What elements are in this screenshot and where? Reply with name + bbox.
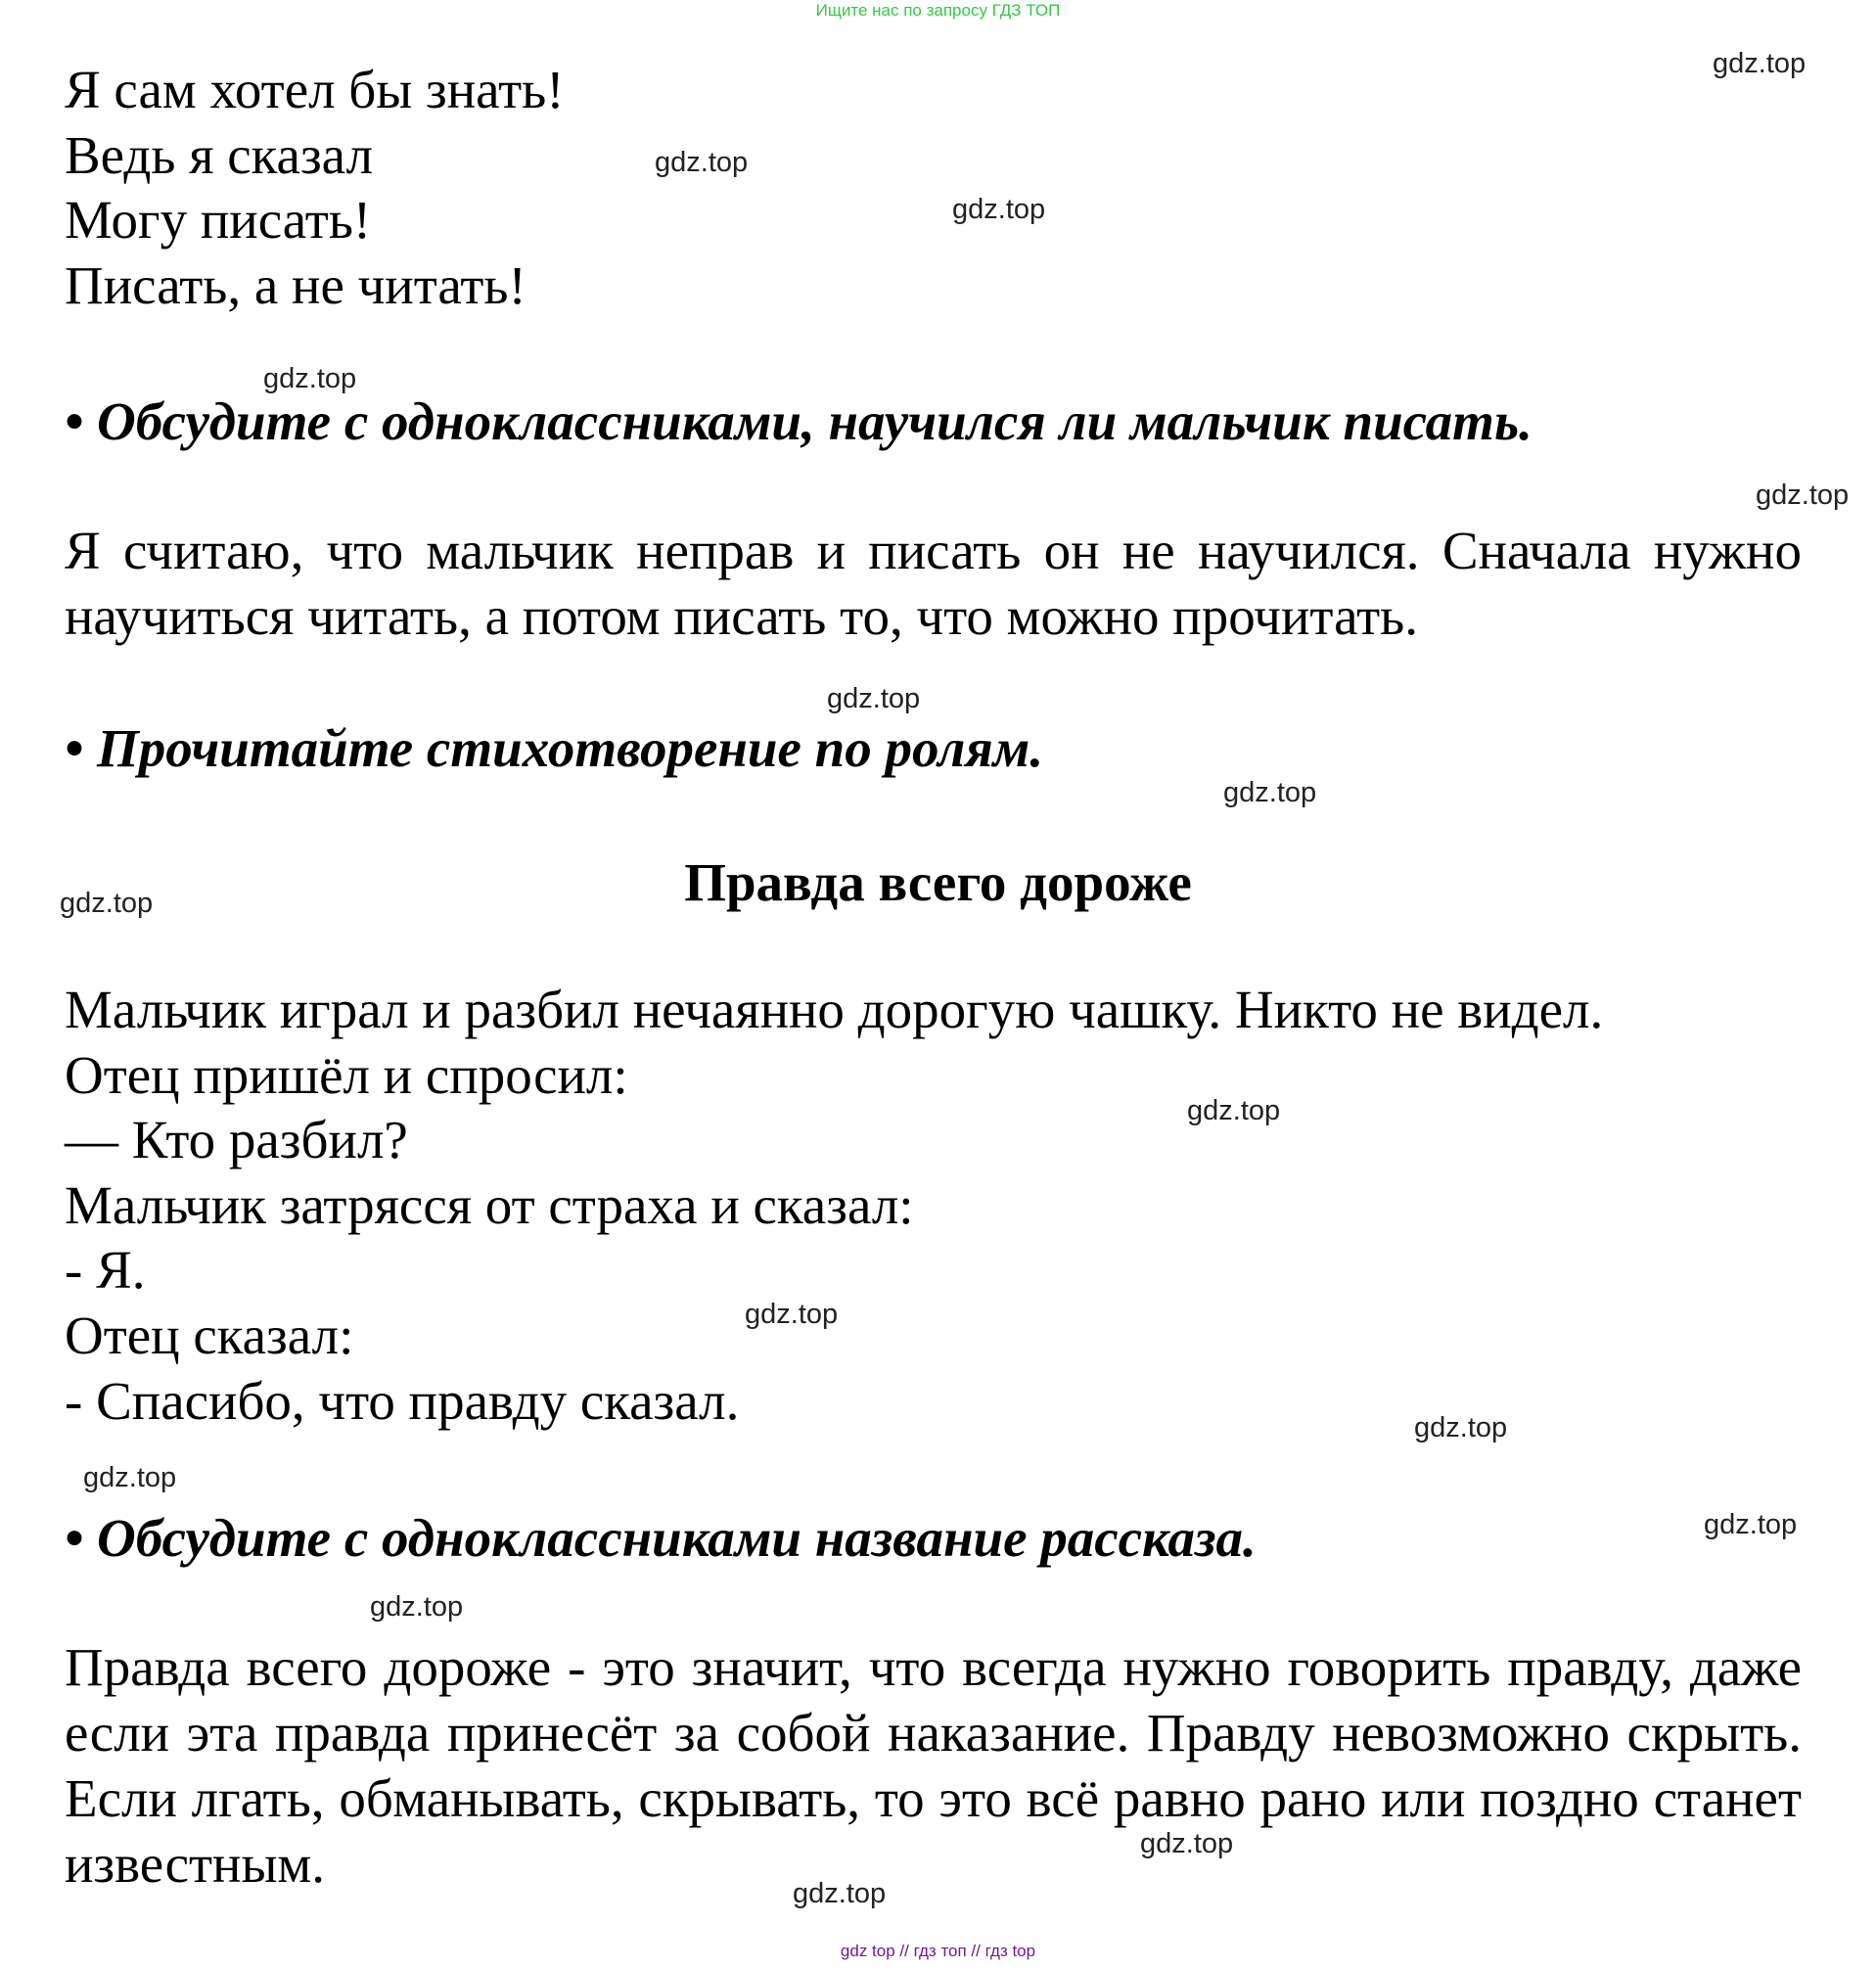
story-title: Правда всего дороже xyxy=(684,852,1192,912)
top-banner: Ищите нас по запросу ГДЗ ТОП xyxy=(815,1,1061,20)
story-line: Мальчик играл и разбил нечаянно дорогую чашку. Никто не видел. xyxy=(65,980,1604,1039)
poem-line: Я сам хотел бы знать! xyxy=(65,60,565,119)
task-discuss-writing: • Обсудите с одноклассниками, научился ли мальчик писать. xyxy=(65,391,1533,451)
watermark: gdz.top xyxy=(263,363,357,394)
poem-line: Могу писать! xyxy=(65,190,372,250)
answer-writing: Я считаю, что мальчик неправ и писать он не научился. Сначала нужно научиться читать, а потом писать то, что можно прочитать. xyxy=(65,521,1802,646)
watermark: gdz.top xyxy=(1704,1509,1798,1540)
watermark: gdz.top xyxy=(370,1591,464,1623)
story-line: Отец сказал: xyxy=(65,1305,354,1365)
watermark: gdz.top xyxy=(1713,48,1807,79)
watermark: gdz.top xyxy=(1140,1828,1234,1859)
watermark: gdz.top xyxy=(793,1878,887,1909)
watermark: gdz.top xyxy=(83,1462,177,1493)
watermark: gdz.top xyxy=(60,888,154,919)
story-line: — Кто разбил? xyxy=(65,1110,408,1169)
watermark: gdz.top xyxy=(1187,1095,1281,1126)
watermark: gdz.top xyxy=(1414,1412,1508,1443)
story-line: Отец пришёл и спросил: xyxy=(65,1045,628,1105)
poem-line: Писать, а не читать! xyxy=(65,255,526,315)
watermark: gdz.top xyxy=(1223,777,1317,808)
watermark: gdz.top xyxy=(1756,480,1850,511)
story-line: - Я. xyxy=(65,1240,146,1300)
task-discuss-title: • Обсудите с одноклассниками название рассказа. xyxy=(65,1508,1257,1568)
watermark: gdz.top xyxy=(952,194,1046,225)
watermark: gdz.top xyxy=(827,683,921,714)
poem-line: Ведь я сказал xyxy=(65,125,374,185)
watermark: gdz.top xyxy=(655,147,749,178)
story-line: - Спасибо, что правду сказал. xyxy=(65,1371,740,1431)
answer-title: Правда всего дороже - это значит, что всегда нужно говорить правду, даже если эта правда принесёт за собой наказание. Правду невозможно скрыть. Если лгать, обманывать, скрывать, то это всё равно рано или поздно станет известным. xyxy=(65,1637,1802,1894)
task-read-roles: • Прочитайте стихотворение по ролям. xyxy=(65,718,1044,778)
watermark: gdz.top xyxy=(745,1299,839,1330)
footer-watermark: gdz top // гдз топ // гдз top xyxy=(840,1942,1036,1960)
story-line: Мальчик затрясся от страха и сказал: xyxy=(65,1175,914,1235)
